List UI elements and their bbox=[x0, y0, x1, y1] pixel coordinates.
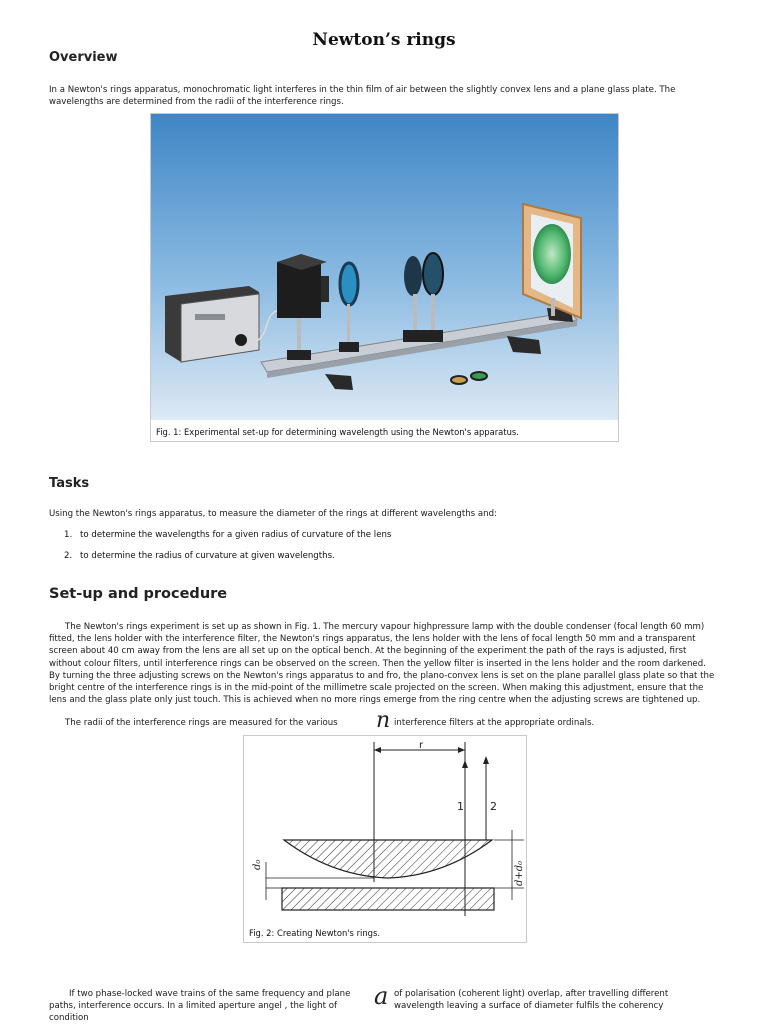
tasks-heading: Tasks bbox=[49, 476, 90, 491]
label-r: r bbox=[419, 740, 424, 751]
coherence-text-right: of polarisation (coherent light) overlap, after travelling different wavelength leaving a surface of diameter fulfils the coherency bbox=[394, 989, 669, 1012]
tasks-list bbox=[64, 530, 391, 572]
list-item-number: 2. bbox=[64, 551, 73, 561]
label-ray-1: 1 bbox=[457, 800, 464, 813]
radii-text-right: interference filters at the appropriate ordinals. bbox=[394, 718, 595, 728]
list-item bbox=[64, 530, 391, 551]
label-ray-2: 2 bbox=[490, 800, 497, 813]
page-title: Newton’s rings bbox=[312, 30, 456, 50]
n-symbol: n bbox=[376, 708, 391, 733]
setup-paragraph: The Newton's rings experiment is set up as shown in Fig. 1. The mercury vapour highpressure lamp with the double condenser (focal length 60 mm) fitted, the lens holder with the interference filter, the Newton's rings apparatus, the lens holder with the lens of focal length 50 mm and a transparent screen about 40 cm away from the lens are all set up on the optical bench. At the beginning of the experiment the path of the rays is adjusted, first without colour filters, until interference rings can be observed on the screen. Then the yellow filter is inserted in the lens holder and the room darkened. By turning the three adjusting screws on the Newton's rings apparatus to and fro, the plano-convex lens is set on the plane parallel glass plate so that the bright centre of the interference rings is in the mid-point of the millimetre scale projected on the screen. When making this adjustment, ensure that the lens and the glass plate only just touch. This is achieved when no more rings emerge from the ring centre when the adjusting screws are tightened up. bbox=[49, 622, 715, 706]
coherence-text-left: If two phase-locked wave trains of the same frequency and plane paths, interference occurs. In a limited aperture angel , the light of condition bbox=[49, 989, 351, 1024]
figure-1-caption: Fig. 1: Experimental set-up for determining wavelength using the Newton's apparatus. bbox=[156, 427, 519, 437]
list-item-text: to determine the radius of curvature at given wavelengths. bbox=[80, 551, 335, 561]
newton-rings-diagram bbox=[244, 736, 526, 921]
list-item-number: 1. bbox=[64, 530, 73, 540]
figure-2 bbox=[243, 735, 527, 943]
tasks-intro: Using the Newton's rings apparatus, to measure the diameter of the rings at different wavelengths and: bbox=[49, 509, 497, 519]
list-item bbox=[64, 551, 391, 572]
overview-text: In a Newton's rings apparatus, monochromatic light interferes in the thin film of air between the slightly convex lens and a plane glass plate. The wavelengths are determined from the radii of the interference rings. bbox=[49, 85, 676, 108]
list-item-text: to determine the wavelengths for a given radius of curvature of the lens bbox=[80, 530, 392, 540]
figure-2-caption: Fig. 2: Creating Newton's rings. bbox=[249, 928, 381, 938]
figure-1 bbox=[150, 113, 619, 442]
overview-heading: Overview bbox=[49, 50, 118, 65]
a-symbol: a bbox=[374, 982, 389, 1010]
radii-text-left: The radii of the interference rings are measured for the various bbox=[65, 718, 338, 728]
setup-heading: Set-up and procedure bbox=[49, 586, 228, 602]
apparatus-photo bbox=[151, 114, 618, 420]
label-d-plus-d0: d+d₀ bbox=[514, 860, 525, 886]
label-d0: d₀ bbox=[252, 859, 263, 870]
